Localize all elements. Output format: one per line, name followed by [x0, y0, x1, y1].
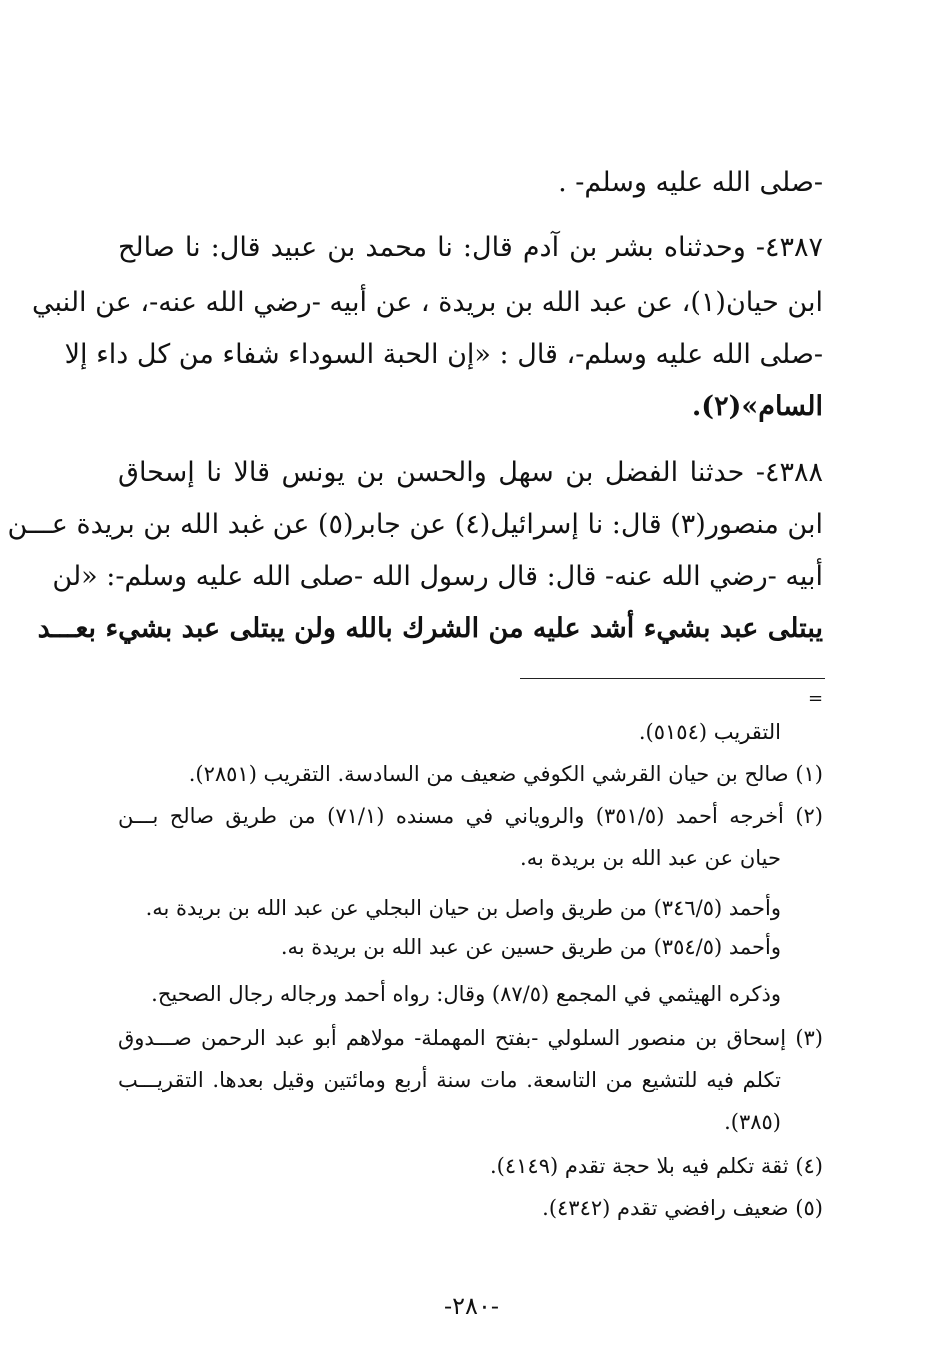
footnote-line: وأحمد (٣٤٦/٥) من طريق واصل بن حيان البجلي عن عبد الله بن بريدة به.	[145, 896, 781, 920]
hadith-4388-line: ٤٣٨٨- حدثنا الفضل بن سهل والحسن بن يونس قالا نا إسحاق	[118, 457, 823, 488]
main-text-line: ابن حيان(١)، عن عبد الله بن بريدة ، عن أبيه -رضي الله عنه-، عن النبي	[32, 287, 823, 318]
footnote-3: (٣) إسحاق بن منصور السلولي -بفتح المهملة- مولاهم أبو عبد الرحمن صـــدوق	[118, 1026, 823, 1050]
main-text-line: يبتلى عبد بشيء أشد عليه من الشرك بالله ولن يبتلى عبد بشيء بعـــد	[37, 613, 823, 644]
footnote-line: (٣٨٥).	[724, 1110, 781, 1134]
footnote-line: وذكره الهيثمي في المجمع (٨٧/٥) وقال: رواه أحمد ورجاله رجال الصحيح.	[151, 982, 781, 1006]
main-text-line: السام»(٢).	[691, 391, 823, 422]
main-text-line: أبيه -رضي الله عنه- قال: قال رسول الله -صلى الله عليه وسلم-: «لن	[52, 561, 823, 592]
page-number: -٢٨٠-	[444, 1292, 499, 1320]
footnote-line: التقريب (٥١٥٤).	[638, 720, 781, 744]
footnote-line: تكلم فيه للتشيع من التاسعة. مات سنة أربع ومائتين وقيل بعدها. التقريـــب	[118, 1068, 781, 1092]
main-text-line: -صلى الله عليه وسلم- .	[558, 167, 823, 198]
footnote-4: (٤) ثقة تكلم فيه بلا حجة تقدم (٤١٤٩).	[490, 1154, 823, 1178]
footnote-1: (١) صالح بن حيان القرشي الكوفي ضعيف من السادسة. التقريب (٢٨٥١).	[188, 762, 823, 786]
footnote-line: حيان عن عبد الله بن بريدة به.	[520, 846, 781, 870]
footnote-line: وأحمد (٣٥٤/٥) من طريق حسين عن عبد الله بن بريدة به.	[280, 935, 781, 959]
footnote-2: (٢) أخرجه أحمد (٣٥١/٥) والروياني في مسنده (٧١/١) من طريق صالح بـــن	[118, 804, 823, 828]
footnote-5: (٥) ضعيف رافضي تقدم (٤٣٤٢).	[542, 1196, 823, 1220]
continuation-mark: =	[808, 688, 824, 709]
main-text-line: ابن منصور(٣) قال: نا إسرائيل(٤) عن جابر(٥) عن غبد الله بن بريدة عـــن	[7, 509, 823, 540]
footnote-separator	[520, 678, 825, 679]
main-text-line: -صلى الله عليه وسلم-، قال : «إن الحبة السوداء شفاء من كل داء إلا	[64, 339, 823, 370]
hadith-4387-line: ٤٣٨٧- وحدثناه بشر بن آدم قال: نا محمد بن عبيد قال: نا صالح	[118, 232, 823, 263]
